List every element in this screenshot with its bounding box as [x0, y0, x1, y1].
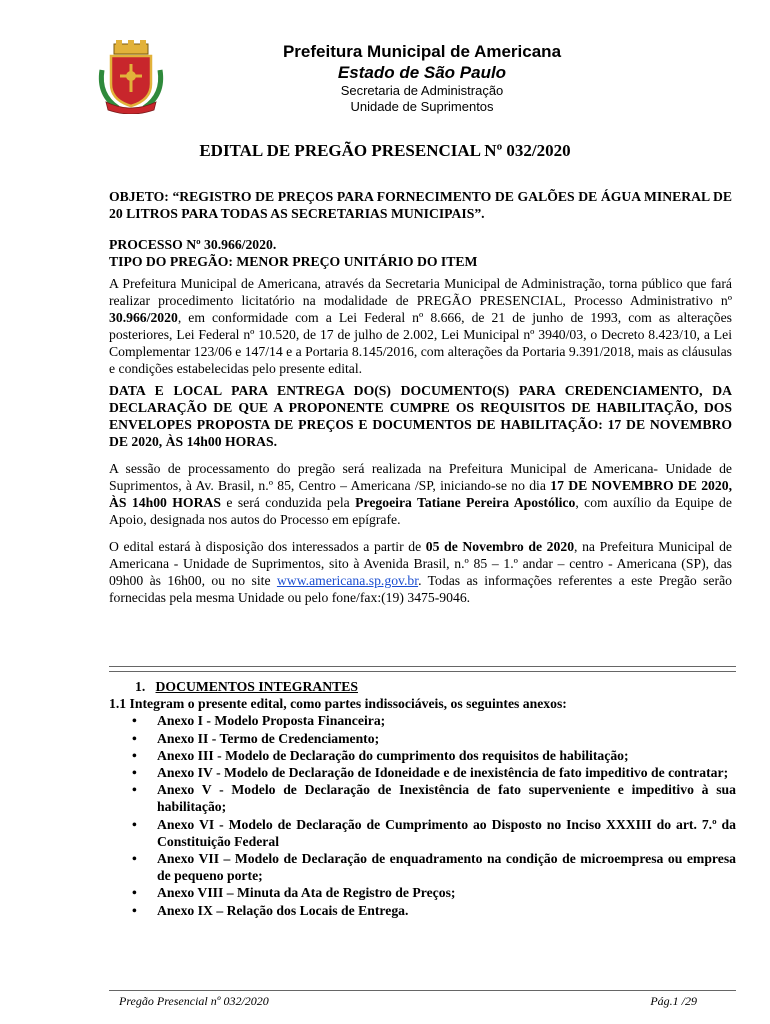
coat-of-arms-icon: [94, 40, 168, 114]
tipo-line: TIPO DO PREGÃO: MENOR PREÇO UNITÁRIO DO ITEM: [109, 254, 478, 269]
annex-item: [109, 764, 736, 781]
letterhead: [0, 0, 770, 120]
unit-name: Unidade de Suprimentos: [350, 99, 494, 114]
bullet-icon: •: [132, 782, 137, 798]
section-title: [109, 678, 736, 695]
bullet-icon: •: [132, 816, 137, 832]
footer-doc-ref: Pregão Presencial nº 032/2020: [119, 994, 269, 1008]
annex-item: [109, 816, 736, 850]
bullet-icon: •: [132, 902, 137, 918]
letterhead-text: [230, 42, 614, 115]
bullet-icon: •: [132, 730, 137, 746]
bullet-icon: •: [132, 747, 137, 763]
department-name: Secretaria de Administração: [340, 83, 504, 98]
session-text-e: , com auxílio da Equipe de Apoio, designada nos autos do Processo em epígrafe.: [109, 495, 732, 527]
annex-item-text: Anexo IV - Modelo de Declaração de Idoneidade e de inexistência de fato impeditivo de contratar;: [157, 765, 729, 781]
section-divider: [109, 666, 736, 672]
annex-item-text: Anexo VIII – Minuta da Ata de Registro de Preços;: [157, 885, 456, 901]
process-number: 30.966/2020: [109, 310, 178, 325]
state-name: Estado de São Paulo: [337, 63, 507, 82]
processo-line: PROCESSO Nº 30.966/2020.: [109, 237, 277, 252]
avail-text-a: O edital estará à disposição dos interessados a partir de: [109, 539, 426, 554]
session-text-a: A sessão de processamento do pregão será realizada na Prefeitura Municipal de Americana- Unidade de Suprimentos, à Av. Brasil, n.º 85, Centro – Americana /SP, iniciando-se no dia: [109, 461, 732, 493]
annex-item: [109, 884, 736, 901]
intro-paragraph: [109, 275, 732, 377]
intro-text-c: , em conformidade com a Lei Federal nº 8.666, de 21 de junho de 1993, com as alterações posteriores, Lei Federal nº 10.520, de 17 de julho de 2.002, Lei Municipal nº 3940/03, o Decreto 8.423/10, a Lei Complementar 123/06 e 147/14 e a Portaria 8.145/2016, com alterações da Portaria 9.391/2018, mais as cláusulas e condições estabelecidas pelo presente edital.: [109, 310, 733, 376]
section-documentos-integrantes: [109, 678, 736, 919]
page-number: Pág.1 /29: [650, 994, 697, 1008]
objeto-paragraph: OBJETO: “REGISTRO DE PREÇOS PARA FORNECIMENTO DE GALÕES DE ÁGUA MINERAL DE 20 LITROS PARA TODAS AS SECRETARIAS MUNICIPAIS”.: [109, 189, 732, 221]
document-body: [109, 188, 732, 606]
data-local-paragraph: DATA E LOCAL PARA ENTREGA DO(S) DOCUMENTO(S) PARA CREDENCIAMENTO, DA DECLARAÇÃO DE QUE A PROPONENTE CUMPRE OS REQUISITOS DE HABILITAÇÃO, DOS ENVELOPES PROPOSTA DE PREÇOS E DOCUMENTOS DE HABILITAÇÃO: 17 DE NOVEMBRO DE 2020, ÀS 14h00 HORAS.: [109, 383, 732, 449]
section-heading: DOCUMENTOS INTEGRANTES: [155, 679, 358, 694]
annex-item-text: Anexo II - Termo de Credenciamento;: [157, 730, 380, 746]
annex-item: [109, 902, 736, 919]
session-text-c: e será conduzida pela: [220, 495, 356, 510]
avail-text-c: , na Prefeitura Municipal de Americana - Unidade de Suprimentos, sito à Avenida Brasil, n.º 85 – 1.º andar – centro - Americana (SP), das 09h00 às 16h00, ou no site: [109, 539, 733, 588]
annex-item-text: Anexo V - Modelo de Declaração de Inexistência de fato superveniente e impeditivo à sua habilitação;: [157, 782, 736, 815]
session-date: 17 DE NOVEMBRO DE 2020, ÀS 14h00 HORAS: [109, 478, 733, 510]
annex-item: [109, 747, 736, 764]
avail-date: 05 de Novembro de 2020: [425, 539, 575, 554]
website-link[interactable]: www.americana.sp.gov.br: [276, 573, 419, 588]
session-paragraph: [109, 460, 732, 528]
intro-text-a: A Prefeitura Municipal de Americana, através da Secretaria Municipal de Administração, torna público que fará realizar procedimento licitatório na modalidade de PREGÃO PRESENCIAL, Processo Administrativo nº: [109, 276, 732, 308]
annex-item-text: Anexo VI - Modelo de Declaração de Cumprimento ao Disposto no Inciso XXXIII do art. 7.º da Constituição Federal: [157, 816, 736, 849]
bullet-icon: •: [132, 765, 137, 781]
availability-paragraph: [109, 538, 732, 606]
bullet-icon: •: [132, 713, 137, 729]
annex-item: [109, 781, 736, 815]
municipality-name: Prefeitura Municipal de Americana: [282, 42, 562, 61]
annex-item-text: Anexo I - Modelo Proposta Financeira;: [157, 713, 386, 729]
bullet-icon: •: [132, 885, 137, 901]
annex-item-text: Anexo III - Modelo de Declaração do cumprimento dos requisitos de habilitação;: [157, 747, 629, 763]
footer-divider: [109, 990, 736, 991]
section-number: 1.: [135, 679, 146, 694]
annex-item: [109, 850, 736, 884]
annex-item: [109, 712, 736, 729]
avail-text-d: . Todas as informações referentes a este Pregão serão fornecidas pela mesma Unidade ou pelo fone/fax:(19) 3475-9046.: [109, 573, 732, 605]
pregoeira-name: Pregoeira Tatiane Pereira Apostólico: [355, 495, 576, 510]
section-intro: 1.1 Integram o presente edital, como partes indissociáveis, os seguintes anexos:: [109, 696, 567, 712]
annex-item: [109, 730, 736, 747]
annex-item-text: Anexo IX – Relação dos Locais de Entrega.: [157, 902, 409, 918]
annex-list: [109, 712, 736, 918]
bullet-icon: •: [132, 851, 137, 867]
annex-item-text: Anexo VII – Modelo de Declaração de enquadramento na condição de microempresa ou empresa de pequeno porte;: [157, 851, 736, 884]
document-title: EDITAL DE PREGÃO PRESENCIAL Nº 032/2020: [199, 141, 571, 160]
